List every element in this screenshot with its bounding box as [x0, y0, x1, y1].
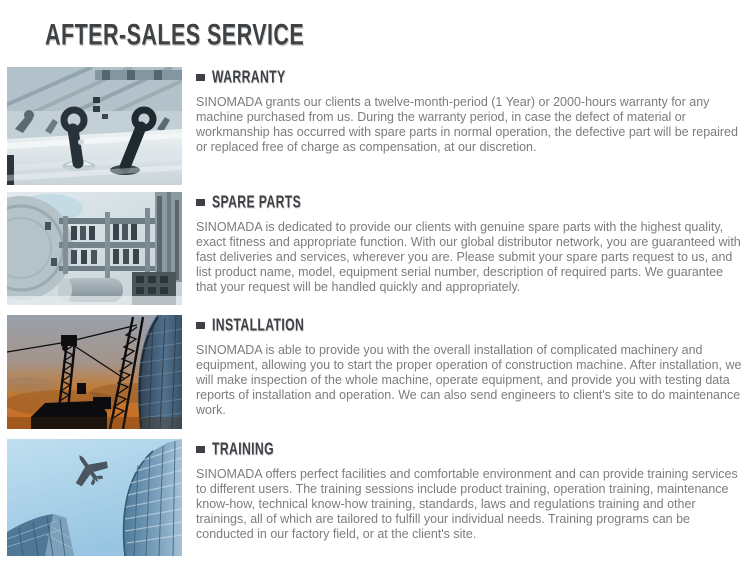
training-body: SINOMADA offers perfect facilities and comfortable environment and can provide training services to different users. The training sessions include product training, operation training, maintenance know-how, technical know-how training, standards, laws and regulations training and other trainings, all of which are tailored to fulfill your individual needs. Training programs can be conducted in our factory field, or at the client's site.	[196, 467, 738, 541]
services-list	[0, 67, 750, 556]
square-bullet-icon	[196, 446, 205, 453]
installation-image	[7, 315, 182, 429]
installation-heading-text: INSTALLATION	[212, 315, 305, 335]
training-heading	[196, 441, 742, 458]
spare-parts-content	[182, 192, 742, 295]
warranty-heading	[196, 69, 742, 86]
construction-crane-illustration	[7, 315, 182, 429]
service-section-training	[0, 439, 750, 556]
spare-parts-body: SINOMADA is dedicated to provide our clients with genuine spare parts with the highest quality, exact fitness and appropriate function. With our global distributor network, you are guaranteed with fast deliveries and services, wherever you are. Please submit your spare parts request to us, and list product name, model, equipment serial number, description of required parts. We guarantee that your request will be handled quickly and appropriately.	[196, 220, 741, 294]
page-title	[0, 0, 750, 50]
warranty-image	[7, 67, 182, 185]
warranty-content	[182, 67, 742, 155]
industrial-machinery-illustration	[7, 192, 182, 305]
training-content	[182, 439, 742, 542]
installation-content	[182, 315, 742, 418]
warranty-body: SINOMADA grants our clients a twelve-month-period (1 Year) or 2000-hours warranty for any machine purchased from us. During the warranty period, in case the defect of material or workmanship has occurred with spare parts in normal operation, the defective part will be repaired or replaced free of charge as compensation, at our discretion.	[196, 95, 738, 154]
square-bullet-icon	[196, 199, 205, 206]
service-section-spare-parts	[0, 192, 750, 305]
spare-parts-heading	[196, 194, 742, 211]
spare-parts-image	[7, 192, 182, 305]
square-bullet-icon	[196, 74, 205, 81]
warranty-heading-text: WARRANTY	[212, 67, 286, 87]
installation-body: SINOMADA is able to provide you with the overall installation of complicated machinery and equipment, allowing you to start the proper operation of construction machine. After installation, we will make inspection of the whole machine, operate equipment, and provide you with testing data reports of installation and operation. We can also send engineers to client's site to do maintenance work.	[196, 343, 742, 417]
spare-parts-heading-text: SPARE PARTS	[212, 192, 302, 212]
service-section-warranty	[0, 67, 750, 185]
training-image	[7, 439, 182, 556]
service-section-installation	[0, 315, 750, 429]
airplane-over-skyscrapers-illustration	[7, 439, 182, 556]
robotic-arms-factory-illustration	[7, 67, 182, 185]
training-heading-text: TRAINING	[212, 439, 274, 459]
square-bullet-icon	[196, 322, 205, 329]
page-title-text: AFTER-SALES SERVICE	[45, 18, 305, 52]
installation-heading	[196, 317, 742, 334]
